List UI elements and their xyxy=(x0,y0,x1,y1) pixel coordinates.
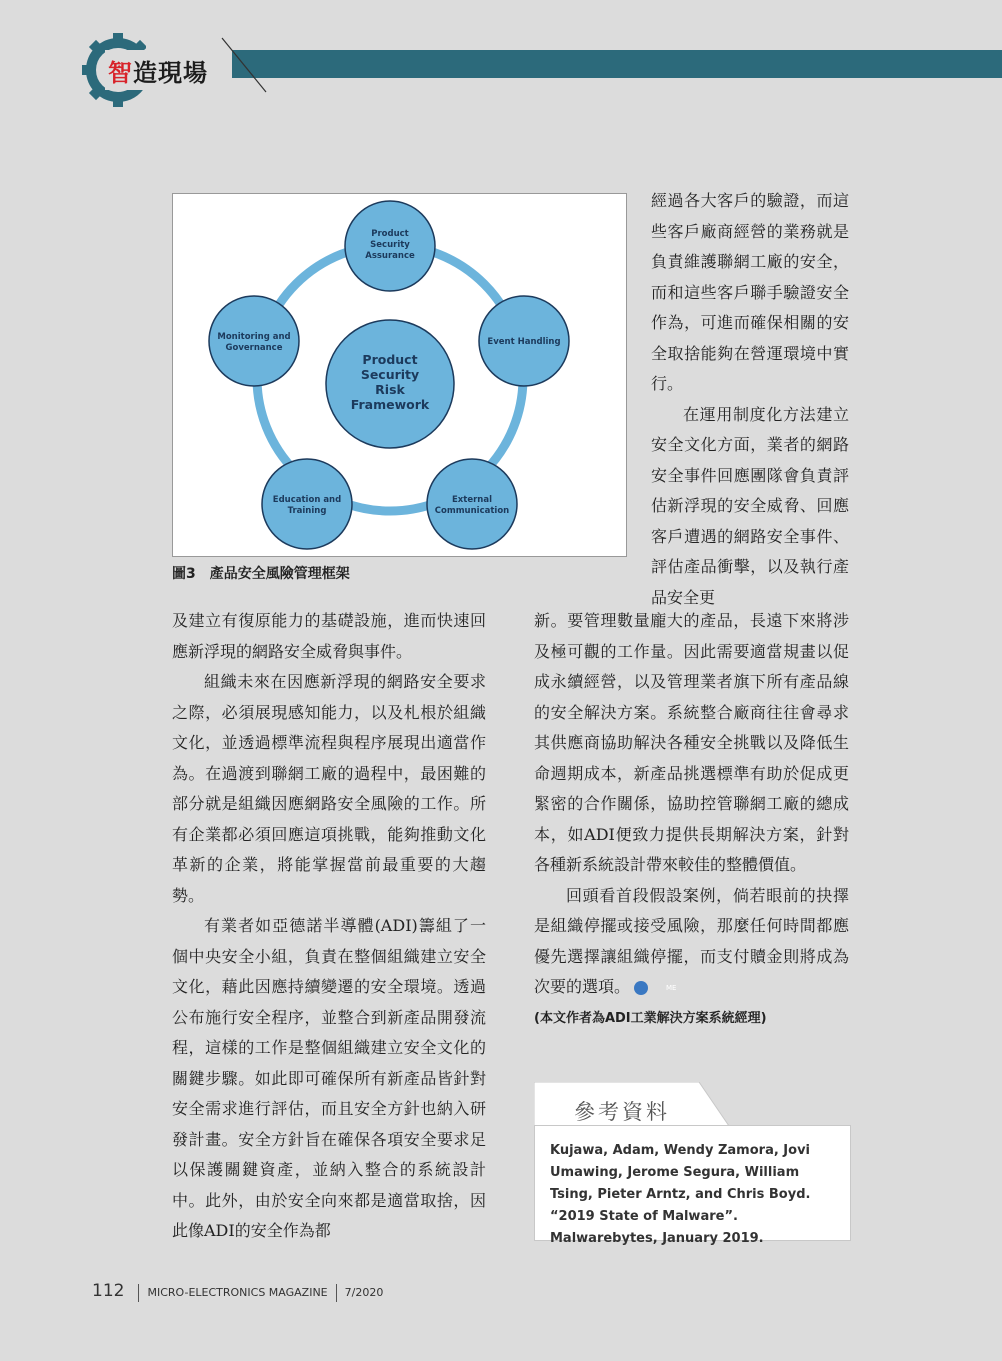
paragraph: 及建立有復原能力的基礎設施，進而快速回應新浮現的網路安全威脅與事件。 xyxy=(172,611,486,661)
reference-title: 參考資料 xyxy=(574,1100,670,1124)
svg-text:Event Handling xyxy=(487,337,560,347)
node-label-line: Product xyxy=(371,229,409,239)
node-label-line: Assurance xyxy=(365,251,415,261)
framework-diagram xyxy=(173,194,626,556)
center-node xyxy=(326,320,454,448)
figure-caption-number: 圖3 xyxy=(172,566,196,582)
author-note: (本文作者為ADI工業解決方案系統經理) xyxy=(534,1010,767,1026)
paragraph-text: 回頭看首段假設案例，倘若眼前的抉擇是組織停擺或接受風險，那麼任何時間都應優先選擇讓組織停擺，而支付贖金則將成為次要的選項。 xyxy=(534,885,849,996)
node-education-and-training xyxy=(262,459,352,549)
page-number: 112 xyxy=(92,1281,125,1301)
section-title xyxy=(108,53,208,88)
paragraph: 有業者如亞德諾半導體(ADI)籌組了一個中央安全小組，負責在整個組織建立安全文化，藉此因應持續變遷的安全環境。透過公布施行安全程序，並整合到新產品開發流程，這樣的工作是整個組織建立安全文化的關鍵步驟。如此即可確保所有新產品皆針對安全需求進行評估，而且安全方針也納入研發計畫。安全方針旨在確保各項安全要求足以保護關鍵資產，並納入整合的系統設計中。此外，由於安全向來都是適當取捨，因此像ADI的安全作為都 xyxy=(172,916,486,1240)
center-label-line: Product xyxy=(362,352,418,367)
node-event-handling xyxy=(479,296,569,386)
node-label-line: Security xyxy=(370,240,410,250)
node-monitoring-and-governance xyxy=(209,296,299,386)
issue-date: 7/2020 xyxy=(344,1286,384,1299)
node-label-line: Event Handling xyxy=(487,337,561,347)
footer-divider xyxy=(336,1284,337,1302)
node-label-line: Governance xyxy=(225,343,283,353)
figure-diagram xyxy=(172,193,627,557)
paragraph: 組織未來在因應新浮現的網路安全要求之際，必須展現感知能力，以及札根於組織文化，並透過標準流程與程序展現出適當作為。在過渡到聯網工廠的過程中，最困難的部分就是組織因應網路安全風險的工作。所有企業都必須回應這項挑戰，能夠推動文化革新的企業，將能掌握當前最重要的大趨勢。 xyxy=(172,672,486,905)
reference-text: Kujawa, Adam, Wendy Zamora, Jovi Umawing, Jerome Segura, William Tsing, Pieter Arntz, and Chris Boyd. “2019 State of Malware”. Malwarebytes, January 2019. xyxy=(550,1143,811,1246)
node-product-security-assurance xyxy=(345,201,435,291)
body-left-column xyxy=(172,606,486,1247)
node-label-line: Education and xyxy=(272,495,342,505)
header-bar xyxy=(232,50,1002,78)
node-label-line: Communication xyxy=(434,506,510,516)
magazine-name: MICRO-ELECTRONICS MAGAZINE xyxy=(147,1286,328,1299)
paragraph: 在運用制度化方法建立安全文化方面，業者的網路安全事件回應團隊會負責評估新浮現的安全威脅、回應客戶遭遇的網路安全事件、評估產品衝擊，以及執行產品安全更 xyxy=(651,404,849,607)
center-label-line: Framework xyxy=(350,397,430,412)
center-label-line: Security xyxy=(360,367,420,382)
center-label-line: Risk xyxy=(375,382,405,397)
body-right-column xyxy=(534,606,849,1029)
figure-caption xyxy=(172,563,364,583)
svg-text:ProductSecurityAssurance xyxy=(365,229,415,261)
figure-caption-text: 產品安全風險管理框架 xyxy=(209,566,350,582)
footer-divider xyxy=(138,1284,139,1302)
paragraph xyxy=(534,881,849,1003)
end-mark-icon: ME xyxy=(634,981,648,995)
node-label-line: External xyxy=(451,495,493,505)
section-title-accent: 智 xyxy=(108,59,133,87)
body-right-top-column xyxy=(651,186,849,613)
paragraph: 經過各大客戶的驗證，而這些客戶廠商經營的業務就是負責維護聯網工廠的安全，而和這些客戶聯手驗證安全作為，可進而確保相關的安全取捨能夠在營運環境中實行。 xyxy=(651,191,849,393)
node-label-line: Training xyxy=(287,506,327,516)
section-title-rest: 造現場 xyxy=(133,59,208,87)
node-label-line: Monitoring and xyxy=(217,332,291,342)
paragraph: 新。要管理數量龐大的產品，長遠下來將涉及極可觀的工作量。因此需要適當規畫以促成永續經營，以及管理業者旗下所有產品線的安全解決方案。系統整合廠商往往會尋求其供應商協助解決各種安全挑戰以及降低生命週期成本，新產品挑選標準有助於促成更緊密的合作關係，協助控管聯網工廠的總成本，如ADI便致力提供長期解決方案，針對各種新系統設計帶來較佳的整體價值。 xyxy=(534,611,849,874)
svg-text:Monitoring andGovernance xyxy=(217,332,290,353)
footer xyxy=(92,1281,383,1302)
node-external-communication xyxy=(427,459,517,549)
